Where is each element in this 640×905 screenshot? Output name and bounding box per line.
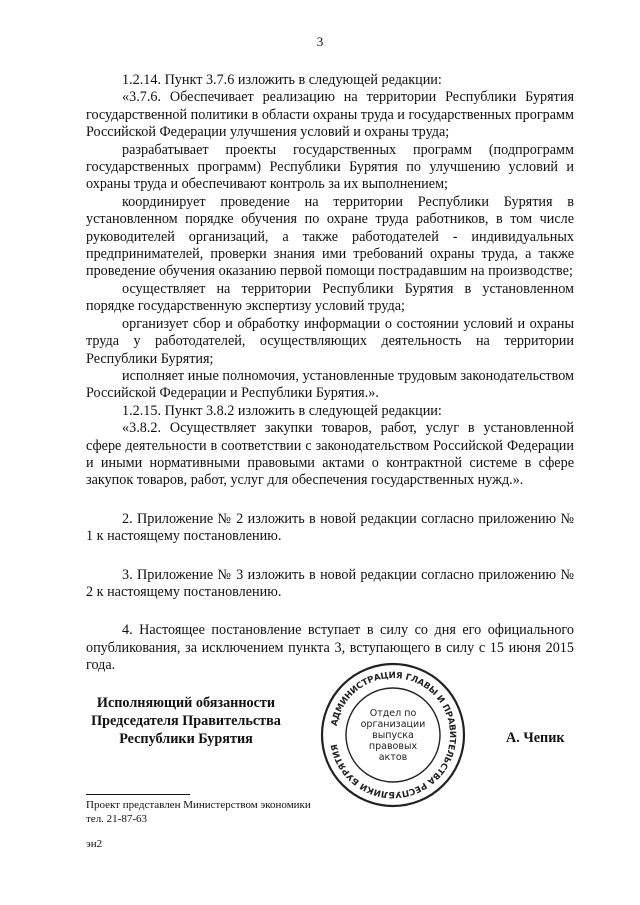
paragraph-develops-programs: разрабатывает проекты государственных программ (подпрограмм государственных программ) Республики Бурятия по улучшению условий и охраны труда и обеспечивают контроль за их выполнением; xyxy=(86,141,574,193)
paragraph-information-collection: организует сбор и обработку информации о состоянии условий и охраны труда у работодателей, осуществляющих деятельность на территории Республики Бурятия; xyxy=(86,315,574,367)
paragraph-expertise: осуществляет на территории Республики Бурятия в установленном порядке государственную экспертизу условий труда; xyxy=(86,280,574,315)
stamp-center-line: организации xyxy=(360,719,426,730)
document-code: эн2 xyxy=(86,838,103,850)
paragraph-3-7-6: «3.7.6. Обеспечивает реализацию на территории Республики Бурятия государственной политики в области охраны труда и государственных программ Российской Федерации улучшения условий и охраны труда; xyxy=(86,89,574,141)
signer-name: А. Чепик xyxy=(506,730,565,746)
signature-line: Председателя Правительства xyxy=(91,713,281,729)
footer-divider xyxy=(86,794,190,795)
paragraph-1-2-14: 1.2.14. Пункт 3.7.6 изложить в следующей редакции: xyxy=(122,72,442,88)
stamp-center-line: правовых xyxy=(368,741,418,752)
project-note: Проект представлен Министерством экономики xyxy=(86,799,311,811)
stamp-center-line: выпуска xyxy=(372,730,414,741)
signature-title xyxy=(86,694,286,748)
stamp-center-line: актов xyxy=(378,752,408,763)
paragraph-item-2: 2. Приложение № 2 изложить в новой редакции согласно приложению № 1 к настоящему постановлению. xyxy=(86,510,574,545)
document-body xyxy=(86,72,574,675)
paragraph-3-8-2: «3.8.2. Осуществляет закупки товаров, работ, услуг в установленной сфере деятельности в соответствии с законодательством Российской Федерации и иными нормативными правовыми актами о контрактной системе в сфере закупок товаров, работ, услуг для обеспечения государственных нужд.». xyxy=(86,420,574,489)
official-stamp xyxy=(318,660,468,810)
paragraph-item-3: 3. Приложение № 3 изложить в новой редакции согласно приложению № 2 к настоящему постановлению. xyxy=(86,566,574,600)
signature-line: Республики Бурятия xyxy=(119,731,253,747)
stamp-center-line: Отдел по xyxy=(369,708,417,719)
paragraph-other-powers: исполняет иные полномочия, установленные трудовым законодательством Российской Федерации и Республики Бурятия.». xyxy=(86,367,574,402)
signature-line: Исполняющий обязанности xyxy=(96,695,276,711)
paragraph-1-2-15: 1.2.15. Пункт 3.8.2 изложить в следующей редакции: xyxy=(122,402,442,419)
stamp-ring-text: АДМИНИСТРАЦИЯ ГЛАВЫ И ПРАВИТЕЛЬСТВА РЕСПУБЛИКИ БУРЯТИЯ xyxy=(329,670,458,800)
phone-number: тел. 21-87-63 xyxy=(86,813,148,825)
paragraph-item-4: 4. Настоящее постановление вступает в силу со дня его официального опубликования, за исключением пункта 3, вступающего в силу с 15 июня 2015 года. xyxy=(86,622,574,674)
paragraph-coordinates-training: координирует проведение на территории Республики Бурятия в установленном порядке обучения по охране труда работников, в том числе руководителей организаций, а также работодателей - индивидуальных предпринимателей, проверки знания ими требований охраны труда, а также проведение обучения оказанию первой помощи пострадавшим на производстве; xyxy=(86,193,574,280)
footer-note xyxy=(86,798,311,826)
page-number: 3 xyxy=(316,34,324,49)
